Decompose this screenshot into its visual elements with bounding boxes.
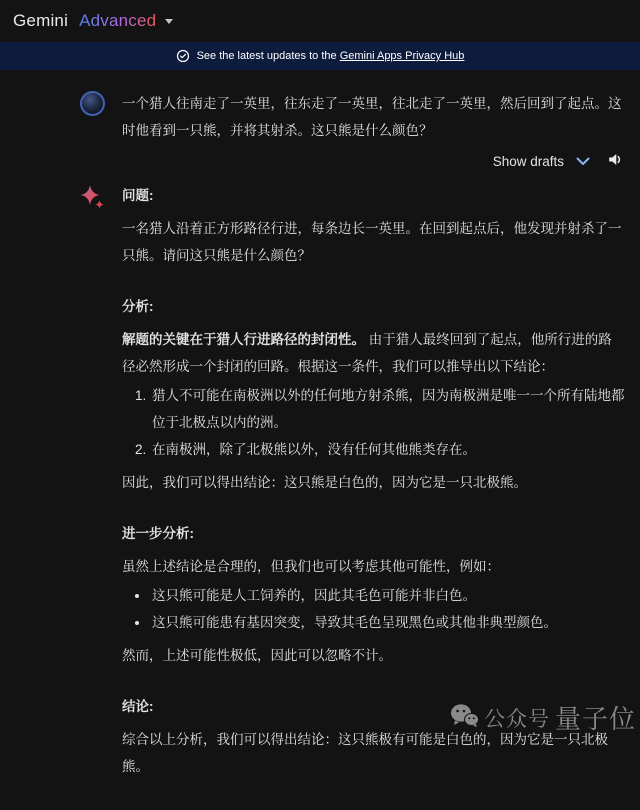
list-item: • 这只熊可能是人工饲养的，因此其毛色可能并非白色。 bbox=[150, 582, 625, 609]
tier-name: Advanced bbox=[79, 11, 157, 30]
further-bullet-list bbox=[122, 582, 625, 636]
chevron-down-icon bbox=[576, 154, 590, 169]
question-paragraph: 一名猎人沿着正方形路径行进，每条边长一英里。在回到起点后，他发现并射杀了一只熊。请问这只熊是什么颜色？ bbox=[122, 221, 622, 263]
conclusion-paragraph: 综合以上分析，我们可以得出结论：这只熊极有可能是白色的，因为它是一只北极熊。 bbox=[122, 732, 608, 774]
list-item: 1. 猎人不可能在南极洲以外的任何地方射杀熊，因为南极洲是唯一一个所有陆地都位于北极点以内的洲。 bbox=[150, 382, 625, 436]
privacy-check-icon bbox=[176, 49, 190, 63]
list-item: 2. 在南极洲，除了北极熊以外，没有任何其他熊类存在。 bbox=[150, 436, 625, 463]
show-drafts-button[interactable] bbox=[493, 154, 590, 169]
app-header bbox=[0, 0, 640, 42]
user-message-text: 一个猎人往南走了一英里，往东走了一英里，往北走了一英里，然后回到了起点。这时他看到一只熊，并将其射杀。这只熊是什么颜色？ bbox=[122, 96, 622, 138]
list-item: • 这只熊可能患有基因突变，导致其毛色呈现黑色或其他非典型颜色。 bbox=[150, 609, 625, 636]
privacy-hub-link[interactable]: Gemini Apps Privacy Hub bbox=[339, 50, 465, 62]
user-message bbox=[80, 90, 625, 144]
section-heading-analysis: 分析: bbox=[122, 299, 154, 314]
section-heading-further-analysis: 进一步分析: bbox=[122, 526, 194, 541]
section-heading-conclusion: 结论: bbox=[122, 699, 154, 714]
analysis-paragraph: 解题的关键在于猎人行进路径的封闭性。 由于猎人最终回到了起点，他所行进的路径必然形成一个封闭的回路。根据这一条件，我们可以推导出以下结论： bbox=[122, 332, 612, 374]
model-switcher[interactable] bbox=[13, 11, 173, 31]
user-avatar bbox=[80, 91, 105, 116]
response-toolbar bbox=[80, 149, 625, 173]
read-aloud-button[interactable] bbox=[606, 150, 625, 172]
section-heading-question: 问题: bbox=[122, 188, 154, 203]
analysis-conclusion-paragraph: 因此，我们可以得出结论：这只熊是白色的，因为它是一只北极熊。 bbox=[122, 475, 527, 490]
analysis-numbered-list bbox=[122, 382, 625, 463]
brand-name: Gemini bbox=[13, 11, 69, 30]
analysis-key-point: 解题的关键在于猎人行进路径的封闭性。 bbox=[122, 332, 365, 347]
banner-text: See the latest updates to the Gemini Apps Privacy Hub bbox=[196, 50, 465, 62]
response-body bbox=[122, 182, 625, 810]
conversation bbox=[0, 70, 640, 810]
further-intro-paragraph: 虽然上述结论是合理的，但我们也可以考虑其他可能性，例如： bbox=[122, 559, 500, 574]
show-drafts-label: Show drafts bbox=[492, 153, 564, 169]
privacy-banner bbox=[0, 42, 640, 70]
volume-icon bbox=[606, 150, 625, 172]
gemini-response bbox=[80, 182, 625, 810]
watermark-label: 公众号 bbox=[483, 707, 550, 731]
gemini-sparkle-icon bbox=[80, 185, 106, 810]
chevron-down-icon bbox=[165, 19, 173, 24]
watermark-brand: 量子位 bbox=[554, 704, 636, 734]
further-note-paragraph: 然而，上述可能性极低，因此可以忽略不计。 bbox=[122, 648, 392, 663]
